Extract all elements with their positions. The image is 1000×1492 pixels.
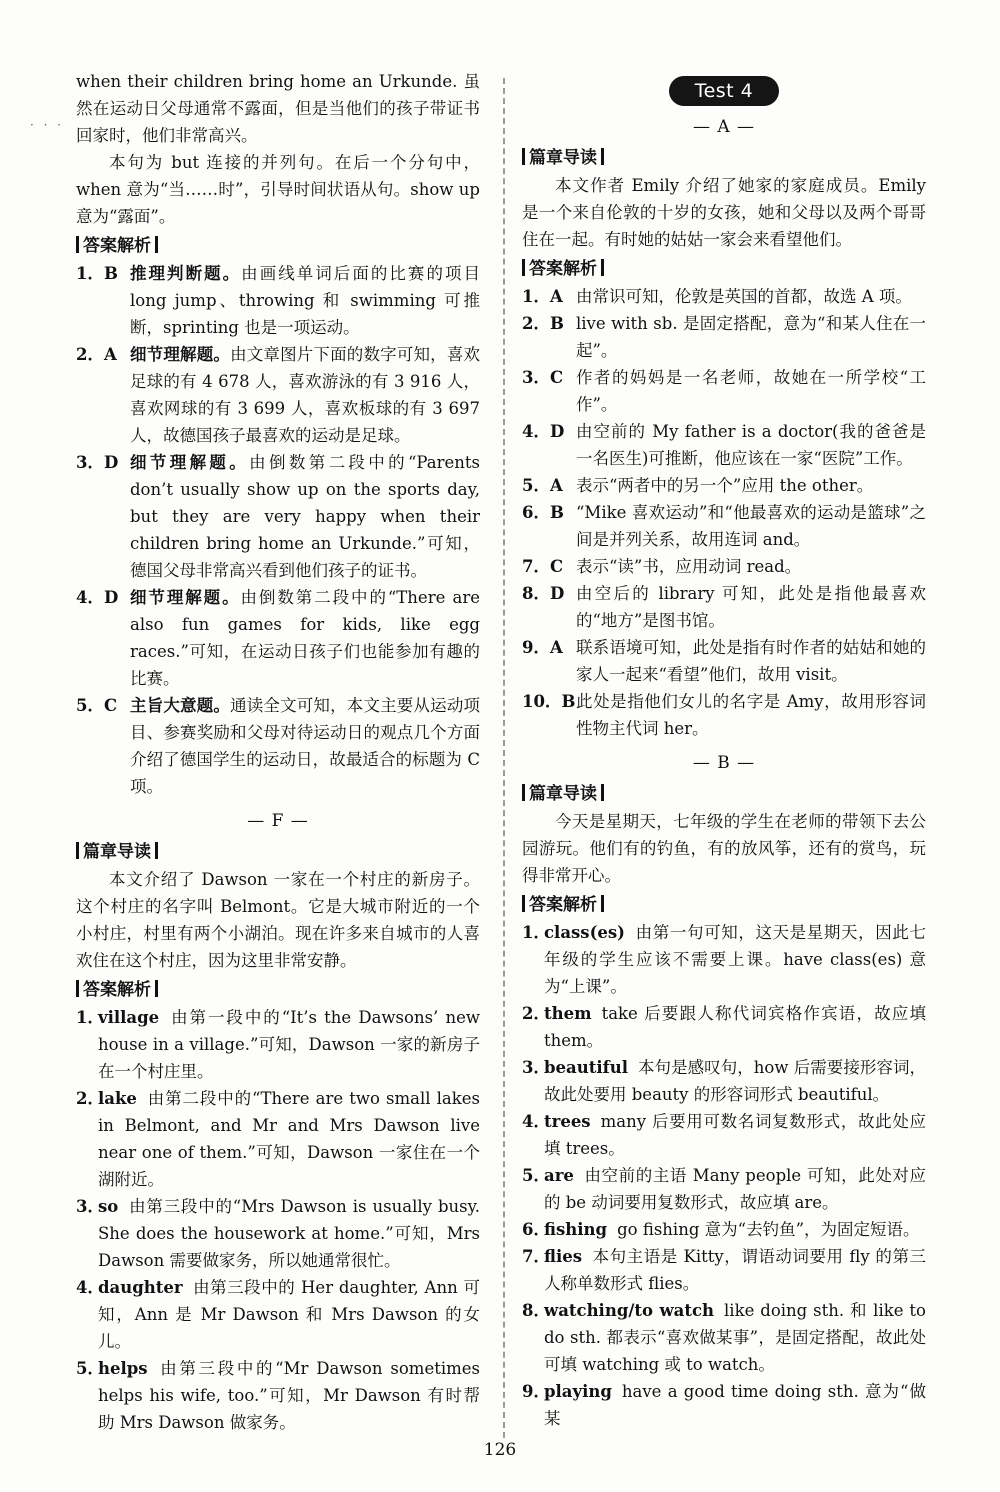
question-type: 推理判断题。 xyxy=(130,264,242,283)
answer-key: lake xyxy=(98,1089,137,1108)
answer-item xyxy=(76,692,480,800)
answer-number: 3．D xyxy=(76,453,119,472)
answer-key: village xyxy=(98,1008,160,1027)
question-type: 细节理解题。 xyxy=(130,345,231,364)
part-label-a: — A — xyxy=(692,117,756,137)
answer-item xyxy=(522,1162,926,1216)
answer-key: helps xyxy=(98,1359,148,1378)
heading-text: 答案解析 xyxy=(529,895,597,915)
answer-explanation: many 后要用可数名词复数形式，故此处应填 trees。 xyxy=(544,1112,926,1158)
answer-key: them xyxy=(544,1004,592,1023)
answer-explanation: 本句主语是 Kitty，谓语动词要用 fly 的第三人称单数形式 flies。 xyxy=(544,1247,926,1293)
answer-item xyxy=(522,1216,926,1243)
column-divider xyxy=(503,78,505,1438)
answer-item xyxy=(522,580,926,634)
answer-explanation: like doing sth. 和 like to do sth. 都表示“喜欢做某事”，是固定搭配，故此处可填 watching 或 to watch。 xyxy=(544,1301,926,1374)
question-type: 细节理解题。 xyxy=(130,588,241,607)
answer-item xyxy=(522,1297,926,1378)
question-type: 主旨大意题。 xyxy=(130,696,231,715)
answer-key: watching/to watch xyxy=(544,1301,715,1320)
answer-explanation: 由画线单词后面的比赛的项目 long jump、throwing 和 swimming 可推断，sprinting 也是一项运动。 xyxy=(130,264,481,337)
answer-number: 9． xyxy=(522,1382,550,1401)
answer-explanation: 由文章图片下面的数字可知，喜欢足球的有 4 678 人，喜欢游泳的有 3 916 人，喜欢网球的有 3 699 人，喜欢板球的有 3 697 人，故德国孩子最喜欢的运动是足球。 xyxy=(130,345,481,445)
section-heading-answers xyxy=(522,891,926,919)
answer-explanation: 由空前的主语 Many people 可知，此处对应的 be 动词要用复数形式，故应填 are。 xyxy=(544,1166,926,1212)
answer-item xyxy=(76,584,480,692)
a-guide-text: 本文作者 Emily 介绍了她家的家庭成员。Emily 是一个来自伦敦的十岁的女孩，她和父母以及两个哥哥住在一起。有时她的姑姑一家会来看望他们。 xyxy=(522,176,926,249)
answer-number: 1．A xyxy=(522,287,563,306)
b-answer-list xyxy=(522,919,926,1432)
heading-bar-left xyxy=(522,259,525,276)
answer-number: 4． xyxy=(522,1112,550,1131)
answer-key: flies xyxy=(544,1247,583,1266)
answer-explanation: 由空前的 My father is a doctor(我的爸爸是一名医生)可推断，他应该在一家“医院”工作。 xyxy=(576,422,926,468)
answer-number: 3． xyxy=(522,1058,550,1077)
answer-item xyxy=(522,499,926,553)
answer-item xyxy=(76,260,480,341)
answer-explanation: 通读全文可知，本文主要从运动项目、参赛奖励和父母对待运动日的观点几个方面介绍了德国学生的运动日，故最适合的标题为 C 项。 xyxy=(130,696,481,796)
heading-text: 答案解析 xyxy=(83,236,151,256)
heading-text: 篇章导读 xyxy=(529,148,597,168)
answer-explanation: take 后要跟人称代词宾格作宾语，故应填 them。 xyxy=(544,1004,926,1050)
answer-item xyxy=(522,1108,926,1162)
heading-bar-right xyxy=(155,980,158,997)
answer-explanation: “Mike 喜欢运动”和“他最喜欢的运动是篮球”之间是并列关系，故用连词 and。 xyxy=(576,503,926,549)
f-answer-list xyxy=(76,1004,480,1436)
answer-number: 4．D xyxy=(522,422,565,441)
answer-number: 5． xyxy=(522,1166,550,1185)
heading-bar-left xyxy=(522,784,525,801)
answer-number: 2．A xyxy=(76,345,117,364)
answer-key: beautiful xyxy=(544,1058,628,1077)
right-column xyxy=(522,68,926,1432)
section-heading-answers xyxy=(76,976,480,1004)
heading-text: 篇章导读 xyxy=(529,784,597,804)
answer-explanation: 由倒数第二段中的“Parents don’t usually show up on the sports day, but they are very happy when their children bring home an Urkunde.”可知，德国父母非常高兴看到他们孩子的证书。 xyxy=(130,453,480,580)
answer-number: 1． xyxy=(76,1008,104,1027)
answer-explanation: live with sb. 是固定搭配，意为“和某人住在一起”。 xyxy=(576,314,926,360)
answer-item xyxy=(522,310,926,364)
answer-key: class(es) xyxy=(544,923,625,942)
answer-number: 1． xyxy=(522,923,550,942)
answer-key: daughter xyxy=(98,1278,183,1297)
answer-item xyxy=(76,1085,480,1193)
answer-number: 7．C xyxy=(522,557,564,576)
answer-item xyxy=(522,1000,926,1054)
heading-bar-left xyxy=(522,148,525,165)
answer-number: 5．C xyxy=(76,696,118,715)
answer-number: 4． xyxy=(76,1278,104,1297)
answer-item xyxy=(76,449,480,584)
answer-item xyxy=(522,472,926,499)
a-answer-list xyxy=(522,283,926,742)
answer-explanation: 由常识可知，伦敦是英国的首都，故选 A 项。 xyxy=(576,287,912,306)
heading-text: 篇章导读 xyxy=(83,842,151,862)
answer-item xyxy=(522,553,926,580)
answer-number: 6． xyxy=(522,1220,550,1239)
answer-item xyxy=(522,688,926,742)
answer-key: so xyxy=(98,1197,119,1216)
section-heading-answers xyxy=(522,255,926,283)
answer-item xyxy=(76,1355,480,1436)
heading-bar-left xyxy=(76,980,79,997)
answer-explanation: 由第三段中的“Mrs Dawson is usually busy. She does the housework at home.”可知，Mrs Dawson 需要做家务，所以她通常很忙。 xyxy=(98,1197,480,1270)
section-heading-answers xyxy=(76,232,480,260)
answer-explanation: 由倒数第二段中的“There are also fun games for kids, like egg races.”可知，在运动日孩子们也能参加有趣的比赛。 xyxy=(130,588,481,688)
part-label-b: — B — xyxy=(692,753,756,773)
answer-explanation: 联系语境可知，此处是指有时作者的姑姑和她的家人一起来“看望”他们，故用 visit。 xyxy=(576,638,926,684)
answer-item xyxy=(522,1243,926,1297)
answer-number: 4．D xyxy=(76,588,119,607)
answer-number: 3． xyxy=(76,1197,104,1216)
answer-explanation: go fishing 意为“去钓鱼”，为固定短语。 xyxy=(617,1220,920,1239)
answer-item xyxy=(522,283,926,310)
answer-key: are xyxy=(544,1166,574,1185)
answer-key: trees xyxy=(544,1112,591,1131)
answer-number: 6．B xyxy=(522,503,564,522)
answer-explanation: 表示“两者中的另一个”应用 the other。 xyxy=(576,476,874,495)
b-guide-text: 今天是星期天，七年级的学生在老师的带领下去公园游玩。他们有的钓鱼，有的放风筝，还有的赏鸟，玩得非常开心。 xyxy=(522,812,926,885)
part-label-f: — F — xyxy=(247,811,309,831)
answer-number: 5． xyxy=(76,1359,104,1378)
answer-number: 10．B xyxy=(522,692,576,711)
answer-number: 9．A xyxy=(522,638,563,657)
answer-number: 2． xyxy=(522,1004,550,1023)
heading-text: 答案解析 xyxy=(83,980,151,1000)
heading-bar-right xyxy=(601,259,604,276)
answer-explanation: 本句是感叹句，how 后需要接形容词，故此处要用 beauty 的形容词形式 beautiful。 xyxy=(544,1058,926,1104)
answer-explanation: 由第三段中的“Mr Dawson sometimes helps his wife, too.”可知，Mr Dawson 有时帮助 Mrs Dawson 做家务。 xyxy=(98,1359,480,1432)
answer-item xyxy=(76,1004,480,1085)
page-number: 126 xyxy=(483,1440,517,1460)
answer-key: playing xyxy=(544,1382,612,1401)
answer-number: 2． xyxy=(76,1089,104,1108)
answer-item xyxy=(76,1193,480,1274)
f-guide-text: 本文介绍了 Dawson 一家在一个村庄的新房子。这个村庄的名字叫 Belmont。它是大城市附近的一个小村庄，村里有两个小湖泊。现在许多来自城市的人喜欢住在这个村庄，因为这里非常安静。 xyxy=(76,870,480,970)
test-title-badge: Test 4 xyxy=(669,76,780,106)
question-type: 细节理解题。 xyxy=(130,453,250,472)
test-title-wrap xyxy=(522,76,926,106)
heading-bar-right xyxy=(155,842,158,859)
section-heading-guide xyxy=(522,144,926,172)
left-column xyxy=(76,68,480,1436)
answer-explanation: 由第一段中的“It’s the Dawsons’ new house in a village.”可知，Dawson 一家的新房子在一个村庄里。 xyxy=(98,1008,480,1081)
answer-item xyxy=(76,1274,480,1355)
heading-bar-left xyxy=(76,842,79,859)
answer-number: 2．B xyxy=(522,314,564,333)
answer-number: 8． xyxy=(522,1301,550,1320)
answer-explanation: 作者的妈妈是一名老师，故她在一所学校“工作”。 xyxy=(576,368,926,414)
intro-note: 本句为 but 连接的并列句。在后一个分句中，when 意为“当……时”，引导时间状语从句。show up 意为“露面”。 xyxy=(76,153,480,226)
answer-explanation: 由第二段中的“There are two small lakes in Belmont, and Mr and Mrs Dawson live near one of them.”可知，Dawson 一家住在一个湖附近。 xyxy=(98,1089,480,1189)
answer-number: 1．B xyxy=(76,264,118,283)
heading-bar-right xyxy=(601,148,604,165)
answer-item xyxy=(76,341,480,449)
answer-number: 3．C xyxy=(522,368,564,387)
answer-explanation: 表示“读”书，应用动词 read。 xyxy=(576,557,802,576)
answer-item xyxy=(522,634,926,688)
answer-key: fishing xyxy=(544,1220,608,1239)
answer-number: 8．D xyxy=(522,584,565,603)
answer-number: 5．A xyxy=(522,476,563,495)
answer-item xyxy=(522,1378,926,1432)
answer-item xyxy=(522,1054,926,1108)
heading-bar-left xyxy=(76,236,79,253)
margin-dots: · · · xyxy=(30,118,65,132)
e-answer-list xyxy=(76,260,480,800)
heading-text: 答案解析 xyxy=(529,259,597,279)
answer-number: 7． xyxy=(522,1247,550,1266)
answer-explanation: have a good time doing sth. 意为“做某 xyxy=(544,1382,926,1428)
heading-bar-right xyxy=(601,895,604,912)
answer-item xyxy=(522,364,926,418)
answer-explanation: 由空后的 library 可知，此处是指他最喜欢的“地方”是图书馆。 xyxy=(576,584,926,630)
answer-explanation: 由第三段中的 Her daughter, Ann 可知，Ann 是 Mr Dawson 和 Mrs Dawson 的女儿。 xyxy=(98,1278,480,1351)
answer-item xyxy=(522,418,926,472)
answer-explanation: 此处是指他们女儿的名字是 Amy，故用形容词性物主代词 her。 xyxy=(576,692,926,738)
section-heading-guide xyxy=(76,838,480,866)
section-heading-guide xyxy=(522,780,926,808)
heading-bar-right xyxy=(155,236,158,253)
answer-explanation: 由第一句可知，这天是星期天，因此七年级的学生应该不需要上课。have class(es) 意为“上课”。 xyxy=(544,923,926,996)
heading-bar-right xyxy=(601,784,604,801)
intro-translation: when their children bring home an Urkunde. 虽然在运动日父母通常不露面，但是当他们的孩子带证书回家时，他们非常高兴。 xyxy=(76,72,480,145)
heading-bar-left xyxy=(522,895,525,912)
answer-item xyxy=(522,919,926,1000)
